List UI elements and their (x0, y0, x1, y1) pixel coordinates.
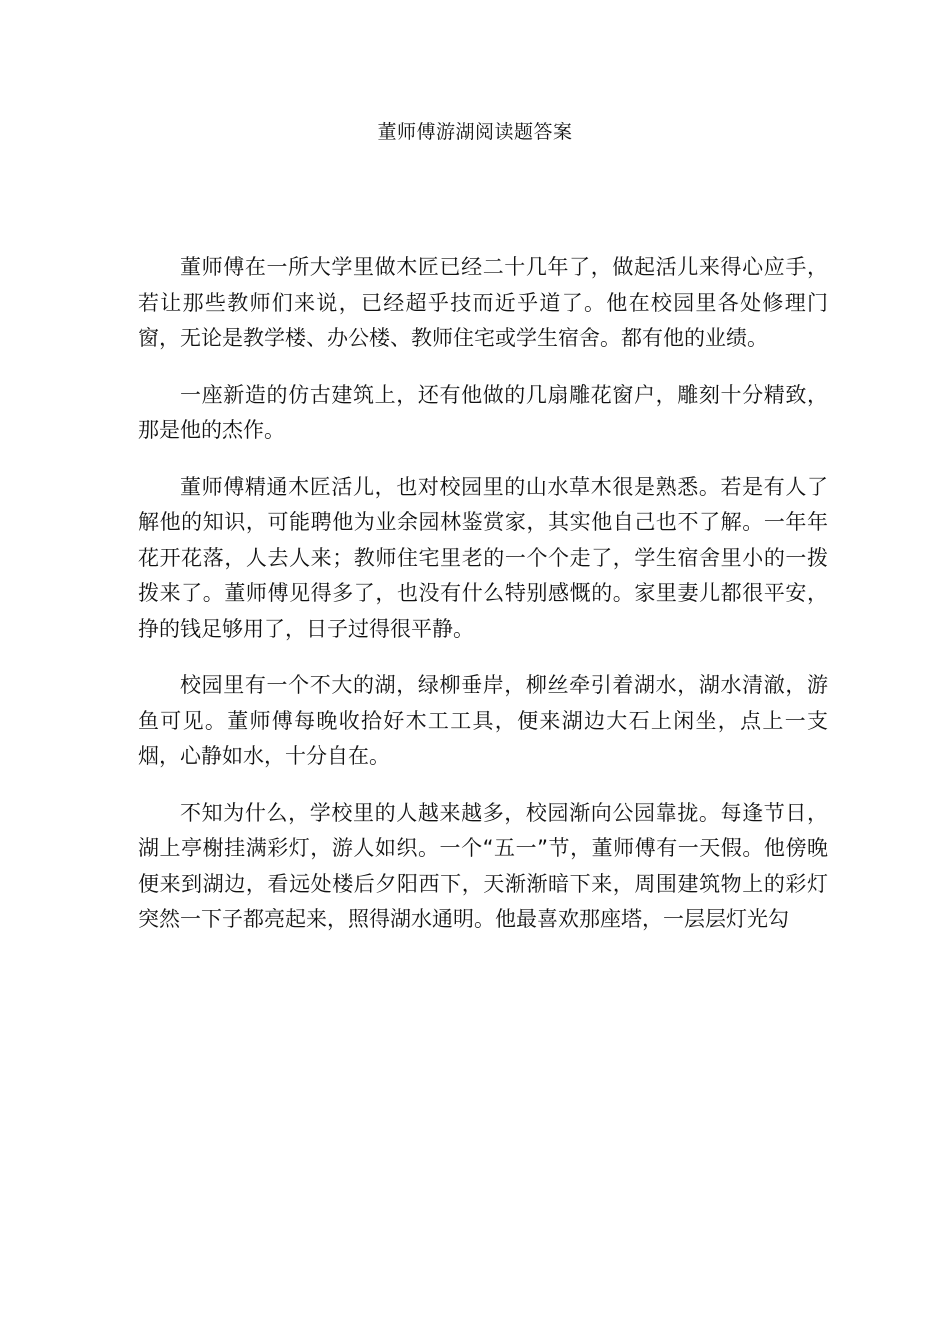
document-body (138, 250, 828, 959)
paragraph-1: 董师傅在一所大学里做木匠已经二十几年了，做起活儿来得心应手，若让那些教师们来说，已经超乎技而近乎道了。他在校园里各处修理门窗，无论是教学楼、办公楼、教师住宅或学生宿舍。都有他的业绩。 (138, 255, 828, 350)
paragraph-2: 一座新造的仿古建筑上，还有他做的几扇雕花窗户，雕刻十分精致，那是他的杰作。 (138, 382, 828, 442)
document-title: 董师傅游湖阅读题答案 (377, 121, 573, 143)
paragraph-5: 不知为什么，学校里的人越来越多，校园渐向公园靠拢。每逢节日，湖上亭榭挂满彩灯，游人如织。一个“五一”节，董师傅有一天假。他傍晚便来到湖边，看远处楼后夕阳西下，天渐渐暗下来，周围建筑物上的彩灯突然一下子都亮起来，照得湖水通明。他最喜欢那座塔，一层层灯光勾 (138, 800, 828, 931)
paragraph-4: 校园里有一个不大的湖，绿柳垂岸，柳丝牵引着湖水，湖水清澈，游鱼可见。董师傅每晚收拾好木工工具，便来湖边大石上闲坐，点上一支烟，心静如水，十分自在。 (138, 673, 828, 768)
paragraph-3: 董师傅精通木匠活儿，也对校园里的山水草木很是熟悉。若是有人了解他的知识，可能聘他为业余园林鉴赏家，其实他自己也不了解。一年年花开花落，人去人来；教师住宅里老的一个个走了，学生宿舍里小的一拨拨来了。董师傅见得多了，也没有什么特别感慨的。家里妻儿都很平安，挣的钱足够用了，日子过得很平静。 (138, 474, 828, 641)
